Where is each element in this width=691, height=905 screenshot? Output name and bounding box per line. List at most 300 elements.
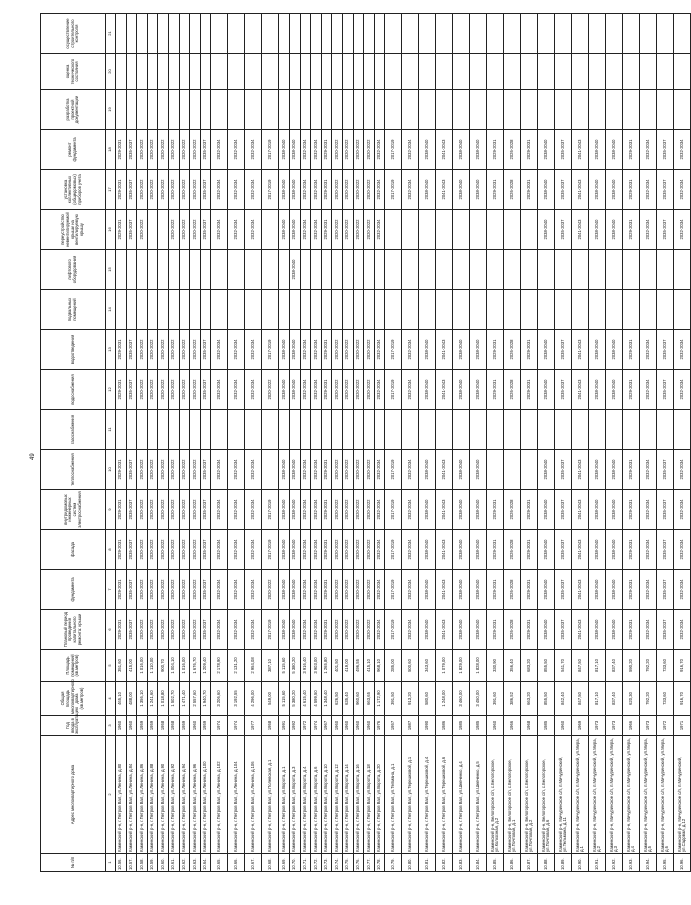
total-area-cell: 3 206,60 [211, 682, 228, 716]
period-cell [402, 290, 419, 330]
premises-area-cell: 401,50 [332, 650, 343, 682]
premises-area-cell: 5 115,60 [279, 650, 290, 682]
address-cell: Каменский р-н, Мичуринское с/п, п.Мичуринский, ул.Садовая, д.12 [674, 736, 691, 854]
period-cell [487, 90, 504, 130]
year-cell: 1974 [311, 716, 322, 736]
period-cell: 2020-2022 [147, 490, 158, 530]
column-header: водоотведения [41, 330, 106, 370]
column-number: 10 [106, 450, 116, 490]
table-row [311, 14, 322, 872]
period-cell [521, 14, 538, 54]
row-number-cell: 10.96. [674, 854, 691, 872]
period-cell: 2032-2034 [374, 210, 385, 250]
period-cell: 2020-2022 [158, 450, 169, 490]
period-cell [126, 410, 137, 450]
period-cell: 2035-2037 [126, 170, 137, 210]
period-cell [245, 410, 262, 450]
period-cell: 2032-2034 [300, 530, 311, 570]
period-cell [623, 90, 640, 130]
period-cell: 2038-2040 [289, 370, 300, 410]
period-cell: 2029-2031 [623, 370, 640, 410]
period-cell: 2017-2019 [262, 170, 279, 210]
total-area-cell: 663,65 [364, 682, 375, 716]
period-cell [538, 250, 555, 290]
period-cell: 2032-2034 [374, 130, 385, 170]
period-cell [419, 250, 436, 290]
period-cell [385, 210, 402, 250]
period-cell: 2041-2043 [572, 570, 589, 610]
period-cell [436, 14, 453, 54]
column-number: 1 [106, 854, 116, 872]
premises-area-cell: 5 380,20 [289, 650, 300, 682]
period-cell [606, 410, 623, 450]
row-number-cell: 10.82. [436, 854, 453, 872]
row-number-cell: 10.91. [589, 854, 606, 872]
period-cell: 2038-2040 [289, 130, 300, 170]
period-cell [200, 90, 211, 130]
period-cell [402, 410, 419, 450]
address-cell: Каменский р-н, Белогорское с/п, с.Белогорское, ул.Колхозная, д.2 [487, 736, 504, 854]
period-cell [228, 54, 245, 90]
period-cell: 2038-2040 [419, 450, 436, 490]
period-cell [374, 410, 385, 450]
period-cell [126, 14, 137, 54]
period-cell: 2038-2040 [419, 370, 436, 410]
period-cell: 2029-2031 [623, 530, 640, 570]
address-cell: Каменский р-н, Мичуринское с/п, п.Мичуринский, ул.Мира, д.6 [657, 736, 674, 854]
period-cell [538, 410, 555, 450]
period-cell: 2029-2031 [623, 450, 640, 490]
period-cell: 2032-2034 [211, 450, 228, 490]
period-cell: 2029-2031 [116, 130, 127, 170]
premises-area-cell: 968,10 [374, 650, 385, 682]
period-cell [402, 90, 419, 130]
period-cell [572, 14, 589, 54]
period-cell: 2035-2037 [657, 330, 674, 370]
period-cell: 2038-2040 [589, 490, 606, 530]
period-cell: 2020-2022 [332, 370, 343, 410]
period-cell: 2038-2040 [419, 330, 436, 370]
capital-repair-register-table [40, 13, 691, 872]
row-number-cell: 10.94. [640, 854, 657, 872]
period-cell [674, 54, 691, 90]
period-cell: 2029-2031 [623, 130, 640, 170]
period-cell [262, 210, 279, 250]
period-cell [402, 14, 419, 54]
period-cell: 2020-2022 [364, 170, 375, 210]
period-cell [521, 210, 538, 250]
period-cell: 2038-2040 [589, 610, 606, 650]
year-cell: 1987 [402, 716, 419, 736]
rotated-document-page [28, 18, 687, 878]
period-cell [555, 410, 572, 450]
period-cell: 2035-2037 [657, 130, 674, 170]
period-cell: 2020-2022 [137, 530, 148, 570]
period-cell: 2035-2037 [555, 530, 572, 570]
period-cell [179, 54, 190, 90]
period-cell [245, 90, 262, 130]
period-cell: 2020-2022 [168, 610, 179, 650]
year-cell: 1958 [158, 716, 169, 736]
period-cell: 2038-2040 [538, 490, 555, 530]
total-area-cell: 580,60 [419, 682, 436, 716]
period-cell [321, 250, 332, 290]
period-cell: 2038-2040 [453, 370, 470, 410]
period-cell: 2032-2034 [674, 170, 691, 210]
period-cell: 2029-2031 [623, 330, 640, 370]
period-cell [606, 290, 623, 330]
address-cell: Каменский р-н, Мичуринское с/п, п.Мичуринский, ул.Мира, д.5 [640, 736, 657, 854]
period-cell: 2032-2034 [211, 370, 228, 410]
address-cell: Каменский р-н, Мичуринское с/п, п.Мичуринский, ул.Тельмана, д.11 [555, 736, 572, 854]
period-cell [321, 54, 332, 90]
row-number-cell: 10.78. [374, 854, 385, 872]
table-row [453, 14, 470, 872]
table-body [116, 14, 691, 872]
period-cell: 2029-2031 [487, 530, 504, 570]
period-cell: 2020-2022 [168, 490, 179, 530]
period-cell: 2029-2031 [321, 170, 332, 210]
period-cell: 2026-2028 [504, 130, 521, 170]
period-cell [158, 210, 169, 250]
total-area-cell: 488,00 [126, 682, 137, 716]
row-number-cell: 10.92. [606, 854, 623, 872]
year-cell: 1990 [419, 716, 436, 736]
column-number: 9 [106, 490, 116, 530]
period-cell: 2032-2034 [245, 210, 262, 250]
period-cell [200, 290, 211, 330]
premises-area-cell: 847,50 [572, 650, 589, 682]
period-cell [436, 410, 453, 450]
period-cell: 2035-2037 [555, 370, 572, 410]
period-cell [353, 250, 364, 290]
total-area-cell: 635,40 [342, 682, 353, 716]
period-cell: 2038-2040 [589, 170, 606, 210]
period-cell: 2038-2040 [289, 490, 300, 530]
period-cell: 2038-2040 [453, 130, 470, 170]
table-row [332, 14, 343, 872]
column-number: 8 [106, 530, 116, 570]
period-cell: 2020-2022 [179, 570, 190, 610]
period-cell: 2020-2022 [137, 490, 148, 530]
column-header: Год ввода в эксплуатацию [41, 716, 106, 736]
period-cell [385, 290, 402, 330]
period-cell: 2032-2034 [640, 330, 657, 370]
period-cell: 2035-2037 [200, 130, 211, 170]
period-cell [402, 210, 419, 250]
period-cell: 2032-2034 [228, 450, 245, 490]
period-cell: 2032-2034 [300, 570, 311, 610]
year-cell: 1960 [364, 716, 375, 736]
premises-area-cell: 916,70 [674, 650, 691, 682]
period-cell [279, 14, 290, 54]
period-cell: 2041-2043 [436, 570, 453, 610]
period-cell: 2032-2034 [211, 530, 228, 570]
period-cell: 2035-2037 [657, 490, 674, 530]
period-cell: 2020-2022 [342, 130, 353, 170]
table-row [321, 14, 332, 872]
period-cell: 2020-2022 [168, 330, 179, 370]
period-cell: 2029-2031 [116, 530, 127, 570]
period-cell [538, 54, 555, 90]
period-cell: 2035-2037 [126, 370, 137, 410]
period-cell: 2020-2022 [353, 570, 364, 610]
row-number-cell: 10.89. [555, 854, 572, 872]
period-cell: 2032-2034 [211, 170, 228, 210]
total-area-cell: 391,50 [385, 682, 402, 716]
period-cell [332, 54, 343, 90]
row-number-cell: 10.79. [385, 854, 402, 872]
period-cell: 2029-2031 [521, 490, 538, 530]
period-cell: 2020-2022 [158, 530, 169, 570]
period-cell: 2032-2034 [311, 370, 322, 410]
address-cell: Каменский р-н, г.Петров Вал, ул.Ленина, д.86 [137, 736, 148, 854]
year-cell: 1967 [321, 716, 332, 736]
period-cell [487, 210, 504, 250]
row-number-cell: 10.73. [321, 854, 332, 872]
period-cell: 2038-2040 [419, 570, 436, 610]
period-cell: 2038-2040 [453, 610, 470, 650]
period-cell: 2035-2037 [200, 490, 211, 530]
period-cell [137, 54, 148, 90]
period-cell: 2038-2040 [279, 450, 290, 490]
period-cell [589, 90, 606, 130]
period-cell [126, 90, 137, 130]
address-cell: Каменский р-н, г.Петров Вал, ул.Ворота, д.10 [321, 736, 332, 854]
premises-area-cell: 1 004,10 [168, 650, 179, 682]
period-cell: 2038-2040 [470, 330, 487, 370]
period-cell: 2020-2022 [137, 370, 148, 410]
period-cell: 2032-2034 [211, 570, 228, 610]
period-cell: 2035-2037 [200, 570, 211, 610]
year-cell: 1960 [126, 716, 137, 736]
period-cell: 2041-2043 [572, 370, 589, 410]
premises-area-cell: 1 676,70 [190, 650, 201, 682]
period-cell: 2038-2040 [470, 610, 487, 650]
period-cell: 2035-2037 [657, 210, 674, 250]
total-area-cell: 626,50 [332, 682, 343, 716]
total-area-cell: 549,00 [262, 682, 279, 716]
period-cell: 2038-2040 [279, 530, 290, 570]
period-cell [262, 290, 279, 330]
period-cell [470, 90, 487, 130]
total-area-cell: 1 172,90 [374, 682, 385, 716]
period-cell: 2032-2034 [674, 370, 691, 410]
period-cell [674, 410, 691, 450]
table-row [126, 14, 137, 872]
column-number: 15 [106, 250, 116, 290]
period-cell [419, 14, 436, 54]
total-area-cell: 1 502,70 [168, 682, 179, 716]
period-cell [116, 290, 127, 330]
period-cell: 2038-2040 [419, 490, 436, 530]
table-row [623, 14, 640, 872]
period-cell: 2032-2034 [228, 170, 245, 210]
period-cell: 2032-2034 [640, 170, 657, 210]
column-number-row [106, 14, 116, 872]
period-cell [228, 410, 245, 450]
period-cell [436, 210, 453, 250]
period-cell: 2035-2037 [200, 370, 211, 410]
period-cell [262, 90, 279, 130]
period-cell [521, 450, 538, 490]
address-cell: Каменский р-н, г.Петров Вал, ул.Ворота, д.12 [332, 736, 343, 854]
total-area-cell: 620,30 [623, 682, 640, 716]
period-cell: 2032-2034 [640, 610, 657, 650]
period-cell [279, 250, 290, 290]
period-cell [147, 90, 158, 130]
premises-area-cell: 2 131,20 [228, 650, 245, 682]
period-cell [168, 14, 179, 54]
period-cell: 2020-2022 [353, 530, 364, 570]
period-cell: 2032-2034 [402, 610, 419, 650]
period-cell: 2020-2022 [179, 210, 190, 250]
table-row [279, 14, 290, 872]
period-cell: 2032-2034 [228, 330, 245, 370]
period-cell: 2020-2022 [158, 130, 169, 170]
year-cell: 1974 [228, 716, 245, 736]
period-cell: 2035-2037 [555, 330, 572, 370]
total-area-cell: 2 557,60 [190, 682, 201, 716]
year-cell: 1973 [589, 716, 606, 736]
period-cell: 2035-2037 [657, 570, 674, 610]
period-cell: 2032-2034 [211, 210, 228, 250]
period-cell: 2035-2037 [200, 170, 211, 210]
period-cell: 2038-2040 [589, 370, 606, 410]
year-cell: 1973 [640, 716, 657, 736]
period-cell: 2020-2022 [158, 610, 169, 650]
column-number: 17 [106, 170, 116, 210]
period-cell [311, 14, 322, 54]
period-cell: 2035-2037 [657, 170, 674, 210]
period-cell: 2041-2043 [572, 170, 589, 210]
year-cell: 1960 [342, 716, 353, 736]
row-number-cell: 10.63. [190, 854, 201, 872]
period-cell [470, 410, 487, 450]
total-area-cell: 1 471,40 [179, 682, 190, 716]
period-cell [487, 450, 504, 490]
period-cell: 2029-2031 [521, 530, 538, 570]
period-cell: 2032-2034 [311, 490, 322, 530]
period-cell [168, 54, 179, 90]
period-cell [116, 90, 127, 130]
year-cell: 1960 [116, 716, 127, 736]
column-number: 3 [106, 716, 116, 736]
year-cell: 1966 [504, 716, 521, 736]
period-cell [589, 290, 606, 330]
period-cell: 2020-2022 [332, 530, 343, 570]
period-cell: 2032-2034 [402, 530, 419, 570]
period-cell: 2017-2019 [262, 130, 279, 170]
period-cell: 2020-2022 [364, 330, 375, 370]
period-cell [279, 54, 290, 90]
period-cell [262, 450, 279, 490]
period-cell [279, 410, 290, 450]
period-cell: 2029-2031 [116, 170, 127, 210]
year-cell: 1977 [245, 716, 262, 736]
period-cell [321, 90, 332, 130]
period-cell [419, 54, 436, 90]
period-cell: 2032-2034 [300, 170, 311, 210]
premises-area-cell: 343,60 [419, 650, 436, 682]
period-cell [555, 54, 572, 90]
period-cell [385, 410, 402, 450]
period-cell: 2038-2040 [453, 530, 470, 570]
premises-area-cell: 419,00 [342, 650, 353, 682]
period-cell [504, 90, 521, 130]
address-cell: Каменский р-н, г.Петров Вал, ул.Ленина, д.90 [158, 736, 169, 854]
column-number: 4 [106, 682, 116, 716]
period-cell: 2032-2034 [211, 130, 228, 170]
row-number-cell: 10.70. [289, 854, 300, 872]
period-cell [374, 290, 385, 330]
period-cell [137, 250, 148, 290]
period-cell [126, 290, 137, 330]
period-cell: 2020-2022 [190, 570, 201, 610]
period-cell: 2038-2040 [289, 250, 300, 290]
period-cell [538, 14, 555, 54]
total-area-cell: 4 615,40 [300, 682, 311, 716]
period-cell: 2020-2022 [364, 610, 375, 650]
total-area-cell: 855,50 [538, 682, 555, 716]
total-area-cell: 847,50 [572, 682, 589, 716]
address-cell: Каменский р-н, Мичуринское с/п, п.Мичуринский, ул.Мира, д.2 [589, 736, 606, 854]
period-cell: 2020-2022 [364, 450, 375, 490]
period-cell: 2032-2034 [311, 170, 322, 210]
period-cell: 2041-2043 [436, 330, 453, 370]
row-number-cell: 10.90. [572, 854, 589, 872]
premises-area-cell: 285,00 [385, 650, 402, 682]
row-number-cell: 10.85. [487, 854, 504, 872]
table-row [168, 14, 179, 872]
table-row [606, 14, 623, 872]
period-cell [262, 54, 279, 90]
row-number-cell: 10.87. [521, 854, 538, 872]
period-cell [158, 290, 169, 330]
period-cell: 2038-2040 [279, 210, 290, 250]
total-area-cell: 1 356,10 [137, 682, 148, 716]
period-cell [640, 410, 657, 450]
total-area-cell: 792,20 [640, 682, 657, 716]
total-area-cell: 391,60 [487, 682, 504, 716]
period-cell [589, 14, 606, 54]
period-cell: 2017-2019 [385, 610, 402, 650]
period-cell [147, 250, 158, 290]
address-cell: Каменский р-н, Белогорское с/п, с.Белогорское, ул.Почтовая, д.1 [504, 736, 521, 854]
period-cell: 2032-2034 [245, 450, 262, 490]
year-cell: 1960 [190, 716, 201, 736]
period-cell: 2029-2031 [116, 370, 127, 410]
year-cell: 1960 [332, 716, 343, 736]
period-cell: 2032-2034 [211, 490, 228, 530]
period-cell: 2032-2034 [374, 610, 385, 650]
column-header: лифтового оборудования [41, 250, 106, 290]
period-cell: 2035-2037 [200, 610, 211, 650]
period-cell: 2020-2022 [137, 330, 148, 370]
table-row [300, 14, 311, 872]
total-area-cell: 465,10 [116, 682, 127, 716]
period-cell [487, 54, 504, 90]
period-cell: 2038-2040 [606, 610, 623, 650]
period-cell [364, 14, 375, 54]
row-number-cell: 10.72. [311, 854, 322, 872]
period-cell: 2029-2031 [321, 210, 332, 250]
period-cell: 2020-2022 [190, 210, 201, 250]
period-cell: 2032-2034 [245, 610, 262, 650]
row-number-cell: 10.56. [116, 854, 127, 872]
period-cell [606, 250, 623, 290]
premises-area-cell: 387,10 [262, 650, 279, 682]
